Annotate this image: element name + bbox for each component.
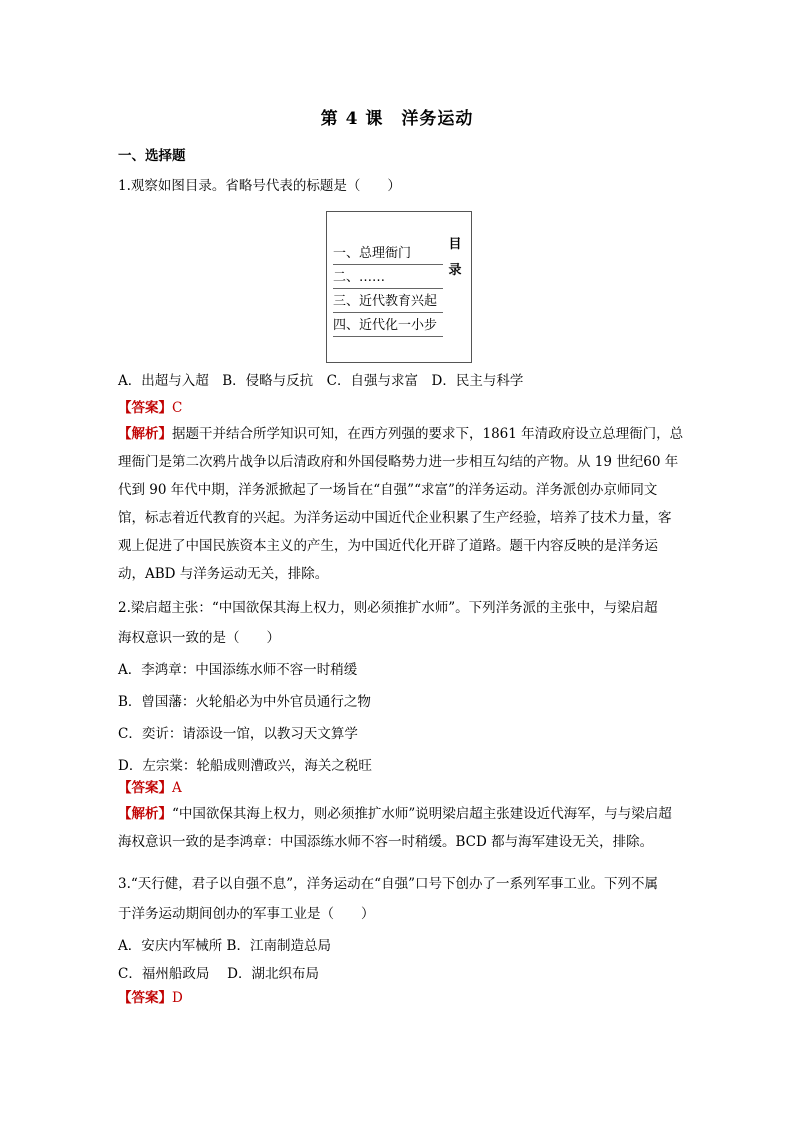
answer-value: C [172,400,183,416]
q3-stem-line1: 3.“天行健，君子以自强不息”，洋务运动在“自强”口号下创办了一系列军事工业。下列不属 [118,876,658,892]
q3-options-line2: C．福州船政局 D．湖北织布局 [118,966,319,982]
analysis-text: 据题干并结合所学知识可知，在西方列强的要求下，1861 年清政府设立总理衙门，总理衙门是第二次鸦片战争以后清政府和外国侵略势力进一步相互勾结的产物。从 19 世纪60 年代到 90 年代中期，洋务派掀起了一场旨在“自强”“求富”的洋务运动。洋务派创办京师同文馆，标志着近代教育的兴起。为洋务运动中国近代企业积累了生产经验，培养了技术力量，客观上促进了中国民族资本主义的产生，为中国近代化开辟了道路。题干内容反映的是洋务运动，ABD 与洋务运动无关，排除。 [118,426,684,582]
q1-answer [118,399,182,417]
q1-analysis [118,420,684,588]
answer-tag: 【答案】 [118,990,172,1006]
figure-item: 四、近代化一小步 [333,316,443,337]
section-heading: 一、选择题 [118,148,186,164]
q2-analysis [118,800,684,856]
q1-stem: 1.观察如图目录。省略号代表的标题是（ ） [118,178,401,194]
q3-stem-line2: 于洋务运动期间创办的军事工业是（ ） [118,906,375,922]
q1-options: A．出超与入超 B．侵略与反抗 C．自强与求富 D．民主与科学 [118,373,524,389]
q3-options-line1: A．安庆内军械所 B．江南制造总局 [118,938,331,954]
q2-stem-line2: 海权意识一致的是（ ） [118,630,280,646]
q3-answer [118,989,183,1007]
lesson-title: 第 4 课 洋务运动 [320,109,474,129]
q2-option-d: D．左宗棠：轮船成则漕政兴，海关之税旺 [118,758,372,774]
q2-stem-line1: 2.梁启超主张：“中国欲保其海上权力，则必须推扩水师”。下列洋务派的主张中，与梁启超 [118,600,658,616]
figure-item: 三、近代教育兴起 [333,292,443,313]
analysis-text: “中国欲保其海上权力，则必须推扩水师”说明梁启超主张建设近代海军，与与梁启超海权意识一致的是李鸿章：中国添练水师不容一时稍缓。BCD 都与海军建设无关，排除。 [118,806,672,850]
q2-answer [118,779,182,797]
q2-option-b: B．曾国藩：火轮船必为中外官员通行之物 [118,694,371,710]
table-of-contents-figure [326,211,472,363]
analysis-tag: 【解析】 [118,806,172,822]
q2-option-a: A．李鸿章：中国添练水师不容一时稍缓 [118,662,358,678]
figure-item: 二、…… [333,268,443,289]
q2-option-c: C．奕䜣：请添设一馆，以教习天文算学 [118,726,358,742]
answer-tag: 【答案】 [118,780,172,796]
answer-tag: 【答案】 [118,400,172,416]
figure-item: 一、总理衙门 [333,244,443,265]
answer-value: D [172,990,183,1006]
figure-heading: 目录 [448,237,462,278]
answer-value: A [172,780,182,796]
analysis-tag: 【解析】 [118,426,172,442]
